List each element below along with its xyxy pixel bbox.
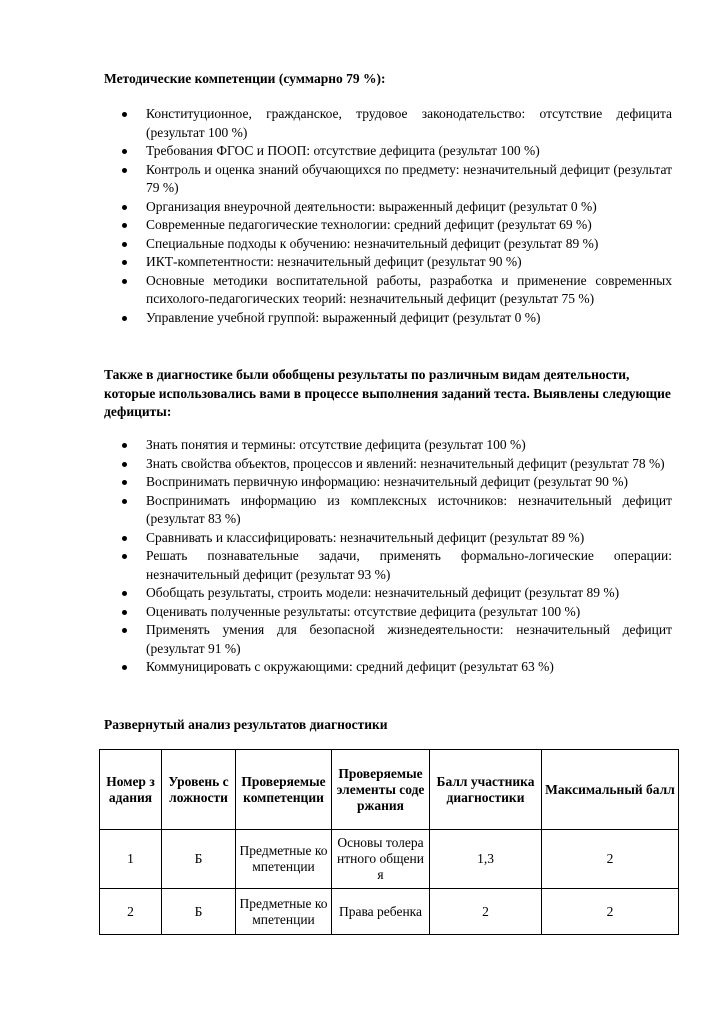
bullet-icon [122, 536, 127, 541]
bullet-icon [122, 591, 127, 596]
column-header: Уровень сложности [162, 750, 236, 830]
bullet-icon [122, 112, 127, 117]
activities-heading: Также в диагностике были обобщены результаты по различным видам деятельности, которые использовались вами в процессе выполнения заданий теста. Выявлены следующие дефициты: [104, 367, 671, 419]
list-item [104, 142, 672, 161]
list-item [104, 309, 672, 328]
list-item [104, 105, 672, 142]
list-item-text: Сравнивать и классифицировать: незначительный дефицит (результат 89 %) [146, 529, 585, 545]
list-item [104, 161, 672, 198]
bullet-icon [122, 610, 127, 615]
list-item-text: Решать познавательные задачи, применять формально-логические операции: незначительный дефицит (результат 93 %) [146, 548, 672, 582]
column-header: Проверяемые элементы содержания [332, 750, 430, 830]
table-cell: Права ребенка [332, 889, 430, 935]
table-cell: Б [162, 889, 236, 935]
list-item-text: Коммуницировать с окружающими: средний дефицит (результат 63 %) [146, 659, 554, 674]
bullet-icon [122, 480, 127, 485]
list-item [104, 529, 672, 548]
table-row [100, 830, 679, 889]
bullet-icon [122, 499, 127, 504]
list-item-text: Знать понятия и термины: отсутствие дефицита (результат 100 %) [146, 437, 526, 452]
list-item-text: Обобщать результаты, строить модели: незначительный дефицит (результат 89 %) [146, 585, 620, 600]
list-item [104, 436, 672, 455]
table-cell: 1 [100, 830, 162, 889]
table-cell: 1,3 [430, 830, 542, 889]
list-item [104, 253, 672, 272]
list-item-text: ИКТ-компетентности: незначительный дефицит (результат 90 %) [146, 254, 522, 269]
list-item-text: Оценивать полученные результаты: отсутствие дефицита (результат 100 %) [146, 603, 581, 619]
list-item-text: Организация внеурочной деятельности: выраженный дефицит (результат 0 %) [146, 198, 597, 214]
bullet-icon [122, 149, 127, 154]
bullet-icon [122, 316, 127, 321]
list-item-text: Знать свойства объектов, процессов и явлений: незначительный дефицит (результат 78 %) [146, 455, 665, 471]
methodical-competencies-list [104, 105, 672, 327]
column-header: Максимальный балл [542, 750, 679, 830]
list-item-text: Применять умения для безопасной жизнедеятельности: незначительный дефицит (результат 91 %) [146, 622, 672, 656]
list-item-text: Воспринимать первичную информацию: незначительный дефицит (результат 90 %) [146, 474, 629, 489]
bullet-icon [122, 168, 127, 173]
list-item [104, 272, 672, 309]
bullet-icon [122, 462, 127, 467]
bullet-icon [122, 665, 127, 670]
methodical-competencies-heading: Методические компетенции (суммарно 79 %): [104, 71, 386, 86]
list-item-text: Требования ФГОС и ПООП: отсутствие дефицита (результат 100 %) [146, 143, 540, 158]
table-cell: Б [162, 830, 236, 889]
bullet-icon [122, 443, 127, 448]
bullet-icon [122, 205, 127, 210]
list-item-text: Управление учебной группой: выраженный дефицит (результат 0 %) [146, 309, 541, 325]
list-item [104, 492, 672, 529]
list-item-text: Конституционное, гражданское, трудовое законодательство: отсутствие дефицита (результат 100 %) [146, 106, 672, 140]
list-item [104, 216, 672, 235]
bullet-icon [122, 279, 127, 284]
bullet-icon [122, 554, 127, 559]
list-item-text: Контроль и оценка знаний обучающихся по предмету: незначительный дефицит (результат 79 %) [146, 161, 672, 195]
list-item-text: Воспринимать информацию из комплексных источников: незначительный дефицит (результат 83 %) [146, 492, 672, 526]
table-cell: Основы толерантного общения [332, 830, 430, 889]
column-header: Проверяемые компетенции [236, 750, 332, 830]
list-item [104, 198, 672, 217]
bullet-icon [122, 260, 127, 265]
table-row [100, 889, 679, 935]
column-header: Балл участника диагностики [430, 750, 542, 830]
table-header-row [100, 750, 679, 830]
list-item [104, 584, 672, 603]
table-cell: Предметные компетенции [236, 830, 332, 889]
table-cell: 2 [542, 830, 679, 889]
list-item [104, 621, 672, 658]
analysis-heading: Развернутый анализ результатов диагностики [104, 717, 388, 732]
bullet-icon [122, 242, 127, 247]
table-cell: Предметные компетенции [236, 889, 332, 935]
list-item [104, 455, 672, 474]
list-item-text: Современные педагогические технологии: средний дефицит (результат 69 %) [146, 217, 592, 232]
list-item-text: Основные методики воспитательной работы, разработка и применение современных психолого-педагогических теорий: незначительный дефицит (результат 75 %) [146, 272, 672, 306]
list-item-text: Специальные подходы к обучению: незначительный дефицит (результат 89 %) [146, 235, 599, 251]
table-cell: 2 [430, 889, 542, 935]
list-item [104, 603, 672, 622]
table-cell: 2 [100, 889, 162, 935]
analysis-table [99, 749, 679, 935]
list-item [104, 235, 672, 254]
table-cell: 2 [542, 889, 679, 935]
bullet-icon [122, 223, 127, 228]
list-item [104, 658, 672, 677]
list-item [104, 547, 672, 584]
column-header: Номер задания [100, 750, 162, 830]
bullet-icon [122, 628, 127, 633]
activities-list [104, 436, 672, 677]
list-item [104, 473, 672, 492]
